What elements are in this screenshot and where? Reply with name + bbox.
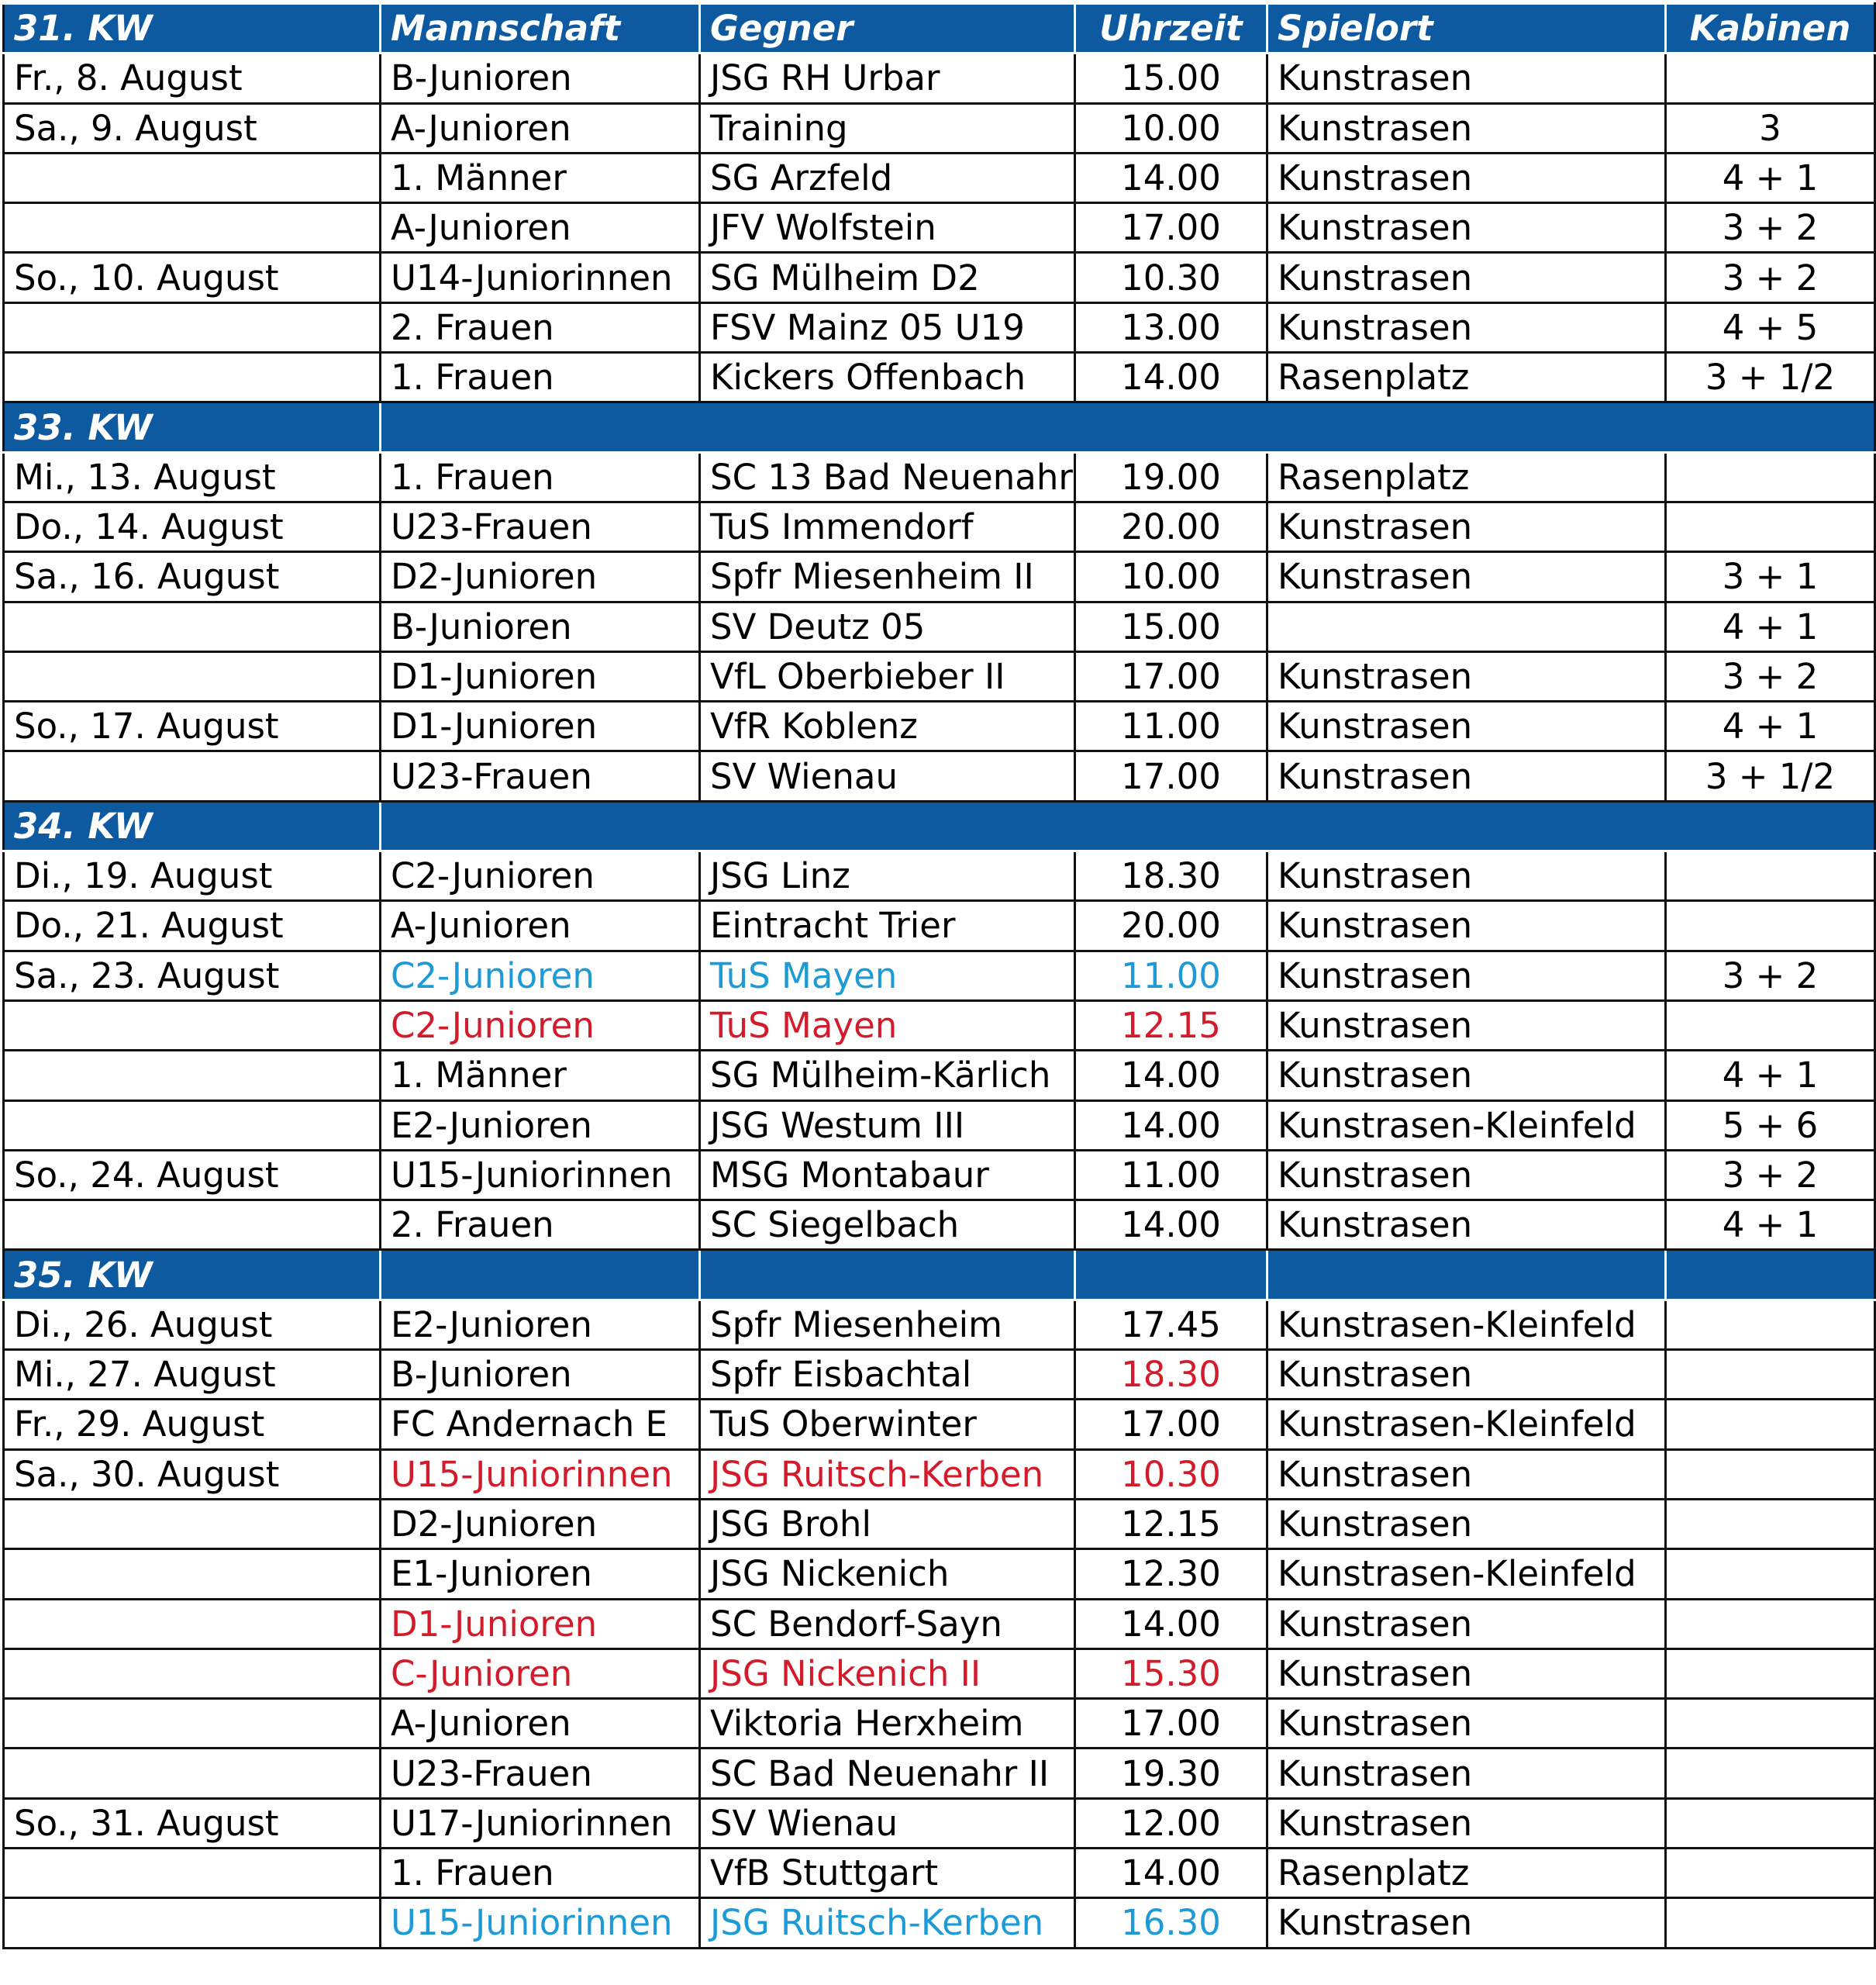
team-cell: 1. Frauen (381, 1848, 700, 1897)
time-cell: 10.00 (1075, 552, 1267, 602)
opponent-cell: JSG Ruitsch-Kerben (700, 1898, 1075, 1948)
opponent-cell: SC 13 Bad Neuenahr (700, 452, 1075, 502)
team-cell: D2-Junioren (381, 552, 700, 602)
venue-cell: Kunstrasen (1267, 253, 1666, 302)
team-cell: A-Junioren (381, 203, 700, 253)
venue-cell: Rasenplatz (1267, 1848, 1666, 1897)
venue-cell: Kunstrasen (1267, 951, 1666, 1000)
venue-cell (1267, 602, 1666, 651)
date-cell: Di., 26. August (4, 1300, 381, 1349)
date-cell: So., 31. August (4, 1798, 381, 1848)
match-row (4, 253, 1875, 302)
opponent-cell: SC Siegelbach (700, 1200, 1075, 1250)
opponent-cell: VfL Oberbieber II (700, 651, 1075, 701)
match-row (4, 702, 1875, 751)
match-row (4, 1350, 1875, 1400)
team-cell: E2-Junioren (381, 1100, 700, 1150)
week-header-row (4, 1250, 1875, 1300)
time-cell: 14.00 (1075, 1100, 1267, 1150)
time-cell: 15.30 (1075, 1648, 1267, 1698)
cabins-cell (1666, 452, 1875, 502)
date-cell (4, 1699, 381, 1749)
match-row (4, 1100, 1875, 1150)
match-row (4, 552, 1875, 602)
match-row (4, 901, 1875, 951)
venue-cell: Rasenplatz (1267, 353, 1666, 402)
opponent-cell: TuS Mayen (700, 951, 1075, 1000)
opponent-cell: JSG Westum III (700, 1100, 1075, 1150)
date-cell (4, 1749, 381, 1798)
cabins-cell: 3 (1666, 103, 1875, 153)
date-cell (4, 1000, 381, 1050)
time-cell: 17.00 (1075, 1400, 1267, 1449)
match-row (4, 203, 1875, 253)
time-cell: 18.30 (1075, 851, 1267, 901)
opponent-cell: Spfr Miesenheim (700, 1300, 1075, 1349)
team-cell: D1-Junioren (381, 702, 700, 751)
venue-cell: Kunstrasen (1267, 1449, 1666, 1499)
date-cell (4, 1648, 381, 1698)
match-row (4, 1848, 1875, 1897)
venue-cell: Kunstrasen (1267, 153, 1666, 202)
week-header-cell (700, 1250, 1075, 1300)
time-cell: 11.00 (1075, 1150, 1267, 1200)
opponent-cell: MSG Montabaur (700, 1150, 1075, 1200)
cabins-cell: 4 + 1 (1666, 602, 1875, 651)
venue-cell: Kunstrasen (1267, 203, 1666, 253)
team-cell: U17-Juniorinnen (381, 1798, 700, 1848)
opponent-cell: VfB Stuttgart (700, 1848, 1075, 1897)
date-cell: Sa., 23. August (4, 951, 381, 1000)
time-cell: 10.00 (1075, 103, 1267, 153)
venue-cell: Kunstrasen (1267, 901, 1666, 951)
time-cell: 17.00 (1075, 751, 1267, 801)
cabins-cell (1666, 1798, 1875, 1848)
time-cell: 14.00 (1075, 1051, 1267, 1100)
week-label: 33. KW (4, 402, 381, 452)
opponent-cell: JSG Ruitsch-Kerben (700, 1449, 1075, 1499)
time-cell: 15.00 (1075, 602, 1267, 651)
week-header-row (4, 4, 1875, 54)
cabins-cell: 5 + 6 (1666, 1100, 1875, 1150)
team-cell: C2-Junioren (381, 1000, 700, 1050)
match-row (4, 1798, 1875, 1848)
opponent-cell: SG Mülheim D2 (700, 253, 1075, 302)
team-cell: 1. Frauen (381, 452, 700, 502)
cabins-cell: 3 + 1/2 (1666, 751, 1875, 801)
team-cell: D1-Junioren (381, 1599, 700, 1648)
time-cell: 14.00 (1075, 153, 1267, 202)
date-cell (4, 1100, 381, 1150)
time-cell: 12.15 (1075, 1499, 1267, 1548)
cabins-cell (1666, 1499, 1875, 1548)
venue-cell: Kunstrasen (1267, 1350, 1666, 1400)
time-cell: 19.00 (1075, 452, 1267, 502)
time-cell: 12.15 (1075, 1000, 1267, 1050)
match-row (4, 751, 1875, 801)
week-header-cell (381, 1250, 700, 1300)
venue-cell: Kunstrasen (1267, 103, 1666, 153)
date-cell (4, 1200, 381, 1250)
venue-cell: Kunstrasen (1267, 702, 1666, 751)
match-row (4, 1200, 1875, 1250)
column-header: Gegner (700, 4, 1075, 54)
opponent-cell: JSG Linz (700, 851, 1075, 901)
team-cell: C-Junioren (381, 1648, 700, 1698)
time-cell: 17.00 (1075, 651, 1267, 701)
date-cell: Fr., 8. August (4, 54, 381, 103)
date-cell (4, 1848, 381, 1897)
time-cell: 19.30 (1075, 1749, 1267, 1798)
date-cell: So., 17. August (4, 702, 381, 751)
cabins-cell (1666, 1000, 1875, 1050)
column-header: Uhrzeit (1075, 4, 1267, 54)
venue-cell: Kunstrasen (1267, 1200, 1666, 1250)
cabins-cell: 3 + 1/2 (1666, 353, 1875, 402)
match-row (4, 1699, 1875, 1749)
team-cell: 2. Frauen (381, 302, 700, 352)
team-cell: C2-Junioren (381, 951, 700, 1000)
date-cell (4, 1051, 381, 1100)
cabins-cell: 3 + 2 (1666, 253, 1875, 302)
date-cell: Do., 14. August (4, 502, 381, 551)
date-cell: So., 24. August (4, 1150, 381, 1200)
venue-cell: Kunstrasen (1267, 1599, 1666, 1648)
date-cell (4, 302, 381, 352)
venue-cell: Kunstrasen (1267, 1000, 1666, 1050)
date-cell: Sa., 30. August (4, 1449, 381, 1499)
date-cell (4, 602, 381, 651)
venue-cell: Kunstrasen (1267, 1499, 1666, 1548)
match-row (4, 1599, 1875, 1648)
opponent-cell: TuS Immendorf (700, 502, 1075, 551)
opponent-cell: SC Bad Neuenahr II (700, 1749, 1075, 1798)
time-cell: 17.00 (1075, 203, 1267, 253)
opponent-cell: Viktoria Herxheim (700, 1699, 1075, 1749)
time-cell: 20.00 (1075, 502, 1267, 551)
schedule-table (2, 2, 1876, 1949)
time-cell: 12.00 (1075, 1798, 1267, 1848)
team-cell: U14-Juniorinnen (381, 253, 700, 302)
opponent-cell: VfR Koblenz (700, 702, 1075, 751)
date-cell (4, 203, 381, 253)
time-cell: 18.30 (1075, 1350, 1267, 1400)
team-cell: B-Junioren (381, 54, 700, 103)
venue-cell: Rasenplatz (1267, 452, 1666, 502)
week-header-row (4, 402, 1875, 452)
opponent-cell: SV Wienau (700, 1798, 1075, 1848)
opponent-cell: Spfr Eisbachtal (700, 1350, 1075, 1400)
week-label: 34. KW (4, 801, 381, 851)
time-cell: 14.00 (1075, 353, 1267, 402)
date-cell (4, 651, 381, 701)
venue-cell: Kunstrasen-Kleinfeld (1267, 1400, 1666, 1449)
date-cell: Di., 19. August (4, 851, 381, 901)
cabins-cell (1666, 1599, 1875, 1648)
date-cell (4, 1499, 381, 1548)
opponent-cell: TuS Oberwinter (700, 1400, 1075, 1449)
venue-cell: Kunstrasen (1267, 651, 1666, 701)
time-cell: 11.00 (1075, 951, 1267, 1000)
date-cell (4, 751, 381, 801)
venue-cell: Kunstrasen-Kleinfeld (1267, 1549, 1666, 1599)
match-row (4, 1898, 1875, 1948)
time-cell: 17.00 (1075, 1699, 1267, 1749)
venue-cell: Kunstrasen (1267, 54, 1666, 103)
cabins-cell (1666, 1300, 1875, 1349)
match-row (4, 851, 1875, 901)
cabins-cell (1666, 1848, 1875, 1897)
date-cell (4, 153, 381, 202)
venue-cell: Kunstrasen (1267, 1648, 1666, 1698)
cabins-cell (1666, 1898, 1875, 1948)
date-cell: Mi., 27. August (4, 1350, 381, 1400)
match-row (4, 1000, 1875, 1050)
cabins-cell: 3 + 2 (1666, 951, 1875, 1000)
venue-cell: Kunstrasen (1267, 1150, 1666, 1200)
team-cell: B-Junioren (381, 1350, 700, 1400)
team-cell: 1. Männer (381, 1051, 700, 1100)
date-cell: Sa., 9. August (4, 103, 381, 153)
match-row (4, 502, 1875, 551)
match-row (4, 1648, 1875, 1698)
match-row (4, 1549, 1875, 1599)
date-cell: Mi., 13. August (4, 452, 381, 502)
match-row (4, 1400, 1875, 1449)
opponent-cell: JFV Wolfstein (700, 203, 1075, 253)
time-cell: 14.00 (1075, 1848, 1267, 1897)
week-header-cell (1267, 1250, 1666, 1300)
venue-cell: Kunstrasen (1267, 302, 1666, 352)
cabins-cell: 4 + 1 (1666, 153, 1875, 202)
team-cell: 2. Frauen (381, 1200, 700, 1250)
venue-cell: Kunstrasen (1267, 751, 1666, 801)
team-cell: U15-Juniorinnen (381, 1898, 700, 1948)
team-cell: U23-Frauen (381, 502, 700, 551)
week-header-row (4, 801, 1875, 851)
time-cell: 11.00 (1075, 702, 1267, 751)
week-header-cell (381, 801, 1875, 851)
time-cell: 14.00 (1075, 1200, 1267, 1250)
team-cell: E2-Junioren (381, 1300, 700, 1349)
opponent-cell: Spfr Miesenheim II (700, 552, 1075, 602)
cabins-cell (1666, 54, 1875, 103)
team-cell: C2-Junioren (381, 851, 700, 901)
time-cell: 12.30 (1075, 1549, 1267, 1599)
cabins-cell (1666, 1449, 1875, 1499)
team-cell: U15-Juniorinnen (381, 1150, 700, 1200)
venue-cell: Kunstrasen (1267, 502, 1666, 551)
week-label: 35. KW (4, 1250, 381, 1300)
match-row (4, 1300, 1875, 1349)
venue-cell: Kunstrasen (1267, 1749, 1666, 1798)
opponent-cell: JSG Nickenich (700, 1549, 1075, 1599)
team-cell: 1. Frauen (381, 353, 700, 402)
opponent-cell: TuS Mayen (700, 1000, 1075, 1050)
match-row (4, 103, 1875, 153)
venue-cell: Kunstrasen (1267, 1051, 1666, 1100)
opponent-cell: SV Deutz 05 (700, 602, 1075, 651)
match-row (4, 1449, 1875, 1499)
team-cell: A-Junioren (381, 103, 700, 153)
cabins-cell: 4 + 1 (1666, 1200, 1875, 1250)
team-cell: 1. Männer (381, 153, 700, 202)
opponent-cell: SG Arzfeld (700, 153, 1075, 202)
match-row (4, 651, 1875, 701)
match-row (4, 1749, 1875, 1798)
time-cell: 10.30 (1075, 1449, 1267, 1499)
venue-cell: Kunstrasen-Kleinfeld (1267, 1100, 1666, 1150)
cabins-cell (1666, 1749, 1875, 1798)
column-header: Spielort (1267, 4, 1666, 54)
match-row (4, 1051, 1875, 1100)
opponent-cell: Kickers Offenbach (700, 353, 1075, 402)
match-row (4, 452, 1875, 502)
cabins-cell (1666, 1699, 1875, 1749)
team-cell: A-Junioren (381, 1699, 700, 1749)
date-cell (4, 1599, 381, 1648)
team-cell: U23-Frauen (381, 751, 700, 801)
cabins-cell (1666, 901, 1875, 951)
venue-cell: Kunstrasen (1267, 1898, 1666, 1948)
cabins-cell: 3 + 1 (1666, 552, 1875, 602)
match-row (4, 951, 1875, 1000)
cabins-cell: 4 + 5 (1666, 302, 1875, 352)
date-cell (4, 353, 381, 402)
match-row (4, 602, 1875, 651)
venue-cell: Kunstrasen (1267, 1798, 1666, 1848)
match-row (4, 153, 1875, 202)
time-cell: 10.30 (1075, 253, 1267, 302)
opponent-cell: JSG RH Urbar (700, 54, 1075, 103)
team-cell: A-Junioren (381, 901, 700, 951)
date-cell: So., 10. August (4, 253, 381, 302)
date-cell: Sa., 16. August (4, 552, 381, 602)
team-cell: FC Andernach E (381, 1400, 700, 1449)
cabins-cell (1666, 1400, 1875, 1449)
column-header: Kabinen (1666, 4, 1875, 54)
cabins-cell (1666, 1549, 1875, 1599)
time-cell: 14.00 (1075, 1599, 1267, 1648)
match-row (4, 302, 1875, 352)
time-cell: 20.00 (1075, 901, 1267, 951)
opponent-cell: SC Bendorf-Sayn (700, 1599, 1075, 1648)
time-cell: 16.30 (1075, 1898, 1267, 1948)
match-row (4, 54, 1875, 103)
venue-cell: Kunstrasen-Kleinfeld (1267, 1300, 1666, 1349)
cabins-cell (1666, 1350, 1875, 1400)
opponent-cell: JSG Brohl (700, 1499, 1075, 1548)
opponent-cell: SV Wienau (700, 751, 1075, 801)
venue-cell: Kunstrasen (1267, 552, 1666, 602)
opponent-cell: FSV Mainz 05 U19 (700, 302, 1075, 352)
match-row (4, 1499, 1875, 1548)
venue-cell: Kunstrasen (1267, 1699, 1666, 1749)
cabins-cell (1666, 502, 1875, 551)
cabins-cell: 4 + 1 (1666, 1051, 1875, 1100)
time-cell: 13.00 (1075, 302, 1267, 352)
date-cell: Fr., 29. August (4, 1400, 381, 1449)
time-cell: 17.45 (1075, 1300, 1267, 1349)
team-cell: U23-Frauen (381, 1749, 700, 1798)
cabins-cell: 3 + 2 (1666, 651, 1875, 701)
opponent-cell: Eintracht Trier (700, 901, 1075, 951)
team-cell: D2-Junioren (381, 1499, 700, 1548)
match-row (4, 1150, 1875, 1200)
cabins-cell: 4 + 1 (1666, 702, 1875, 751)
column-header: Mannschaft (381, 4, 700, 54)
cabins-cell (1666, 1648, 1875, 1698)
week-label: 31. KW (4, 4, 381, 54)
cabins-cell (1666, 851, 1875, 901)
week-header-cell (1075, 1250, 1267, 1300)
match-row (4, 353, 1875, 402)
week-header-cell (381, 402, 1875, 452)
cabins-cell: 3 + 2 (1666, 1150, 1875, 1200)
opponent-cell: Training (700, 103, 1075, 153)
date-cell (4, 1898, 381, 1948)
opponent-cell: SG Mülheim-Kärlich (700, 1051, 1075, 1100)
venue-cell: Kunstrasen (1267, 851, 1666, 901)
date-cell (4, 1549, 381, 1599)
date-cell: Do., 21. August (4, 901, 381, 951)
week-header-cell (1666, 1250, 1875, 1300)
cabins-cell: 3 + 2 (1666, 203, 1875, 253)
opponent-cell: JSG Nickenich II (700, 1648, 1075, 1698)
team-cell: E1-Junioren (381, 1549, 700, 1599)
time-cell: 15.00 (1075, 54, 1267, 103)
schedule-body (4, 4, 1875, 1949)
team-cell: D1-Junioren (381, 651, 700, 701)
team-cell: U15-Juniorinnen (381, 1449, 700, 1499)
team-cell: B-Junioren (381, 602, 700, 651)
